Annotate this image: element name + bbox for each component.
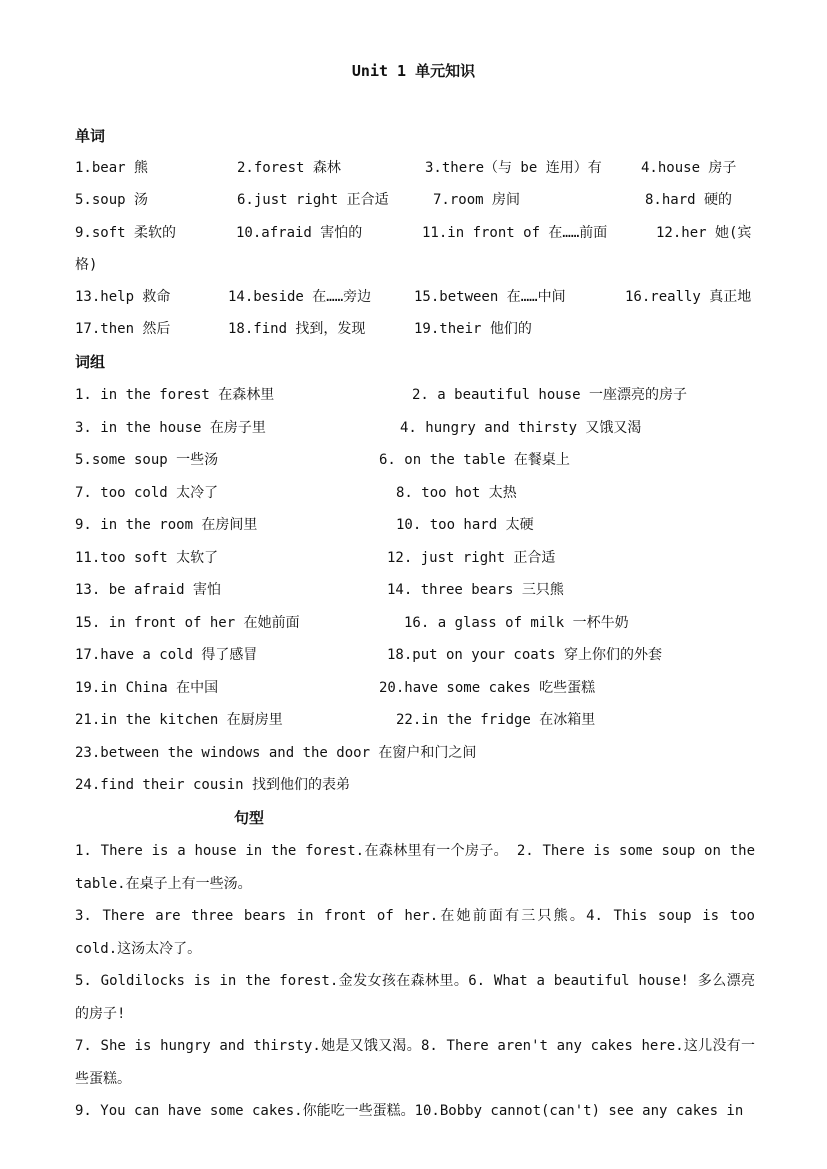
vocab-item: 7.room 房间 [433,192,521,208]
vocab-heading: 单词 [75,127,106,145]
phrase-item: 1. in the forest 在森林里 [75,387,275,403]
sentence-pair: 5. Goldilocks is in the forest.金发女孩在森林里。6. What a beautiful house! 多么漂亮的房子! [75,973,755,1022]
phrase-item: 13. be afraid 害怕 [75,582,222,598]
vocab-item: 格) [75,257,98,273]
vocab-item: 11.in front of 在……前面 [422,225,608,241]
vocab-item: 12.her 她(宾 [656,225,752,241]
vocab-item: 1.bear 熊 [75,160,149,176]
phrase-item: 3. in the house 在房子里 [75,420,266,436]
phrase-item: 7. too cold 太冷了 [75,485,219,501]
vocab-item: 14.beside 在……旁边 [228,289,372,305]
vocab-item: 8.hard 硬的 [645,192,733,208]
sentences-heading: 句型 [234,809,265,827]
vocab-item: 18.find 找到，发现 [228,321,366,337]
sentence-pair: 1. There is a house in the forest.在森林里有一个房子。 2. There is some soup on the table.在桌子上有一些汤。 [75,843,755,892]
phrase-item: 8. too hot 太热 [396,485,517,501]
phrase-item: 11.too soft 太软了 [75,550,219,566]
vocab-item: 15.between 在……中间 [414,289,566,305]
phrase-item: 22.in the fridge 在冰箱里 [396,712,596,728]
vocab-item: 10.afraid 害怕的 [236,225,363,241]
vocab-item: 4.house 房子 [641,160,737,176]
phrase-item: 10. too hard 太硬 [396,517,534,533]
phrase-item: 5.some soup 一些汤 [75,452,219,468]
phrase-item: 23.between the windows and the door 在窗户和门之间 [75,745,477,761]
phrase-item: 14. three bears 三只熊 [387,582,564,598]
phrases-heading: 词组 [75,353,106,371]
sentence-pair: 7. She is hungry and thirsty.她是又饿又渴。8. There aren't any cakes here.这儿没有一些蛋糕。 [75,1038,755,1087]
page-title: Unit 1 单元知识 [351,62,476,80]
vocab-item: 5.soup 汤 [75,192,149,208]
phrase-item: 24.find their cousin 找到他们的表弟 [75,777,351,793]
phrase-item: 16. a glass of milk 一杯牛奶 [404,615,629,631]
phrase-item: 20.have some cakes 吃些蛋糕 [379,680,596,696]
phrase-item: 2. a beautiful house 一座漂亮的房子 [412,387,688,403]
sentence-pair: 3. There are three bears in front of her.在她前面有三只熊。4. This soup is too cold.这汤太冷了。 [75,908,755,957]
phrase-item: 17.have a cold 得了感冒 [75,647,258,663]
phrase-item: 9. in the room 在房间里 [75,517,258,533]
vocab-item: 13.help 救命 [75,289,171,305]
phrase-item: 15. in front of her 在她前面 [75,615,300,631]
phrase-item: 12. just right 正合适 [387,550,556,566]
vocab-item: 17.then 然后 [75,321,171,337]
phrase-item: 19.in China 在中国 [75,680,219,696]
phrase-item: 6. on the table 在餐桌上 [379,452,570,468]
phrase-item: 18.put on your coats 穿上你们的外套 [387,647,663,663]
vocab-item: 19.their 他们的 [414,321,532,337]
phrase-item: 4. hungry and thirsty 又饿又渴 [400,420,642,436]
sentence-pair: 9. You can have some cakes.你能吃一些蛋糕。10.Bobby cannot(can't) see any cakes in [75,1103,744,1119]
vocab-item: 9.soft 柔软的 [75,225,177,241]
vocab-item: 2.forest 森林 [237,160,341,176]
vocab-item: 6.just right 正合适 [237,192,389,208]
vocab-item: 16.really 真正地 [625,289,752,305]
vocab-item: 3.there（与 be 连用）有 [425,160,602,176]
phrase-item: 21.in the kitchen 在厨房里 [75,712,283,728]
